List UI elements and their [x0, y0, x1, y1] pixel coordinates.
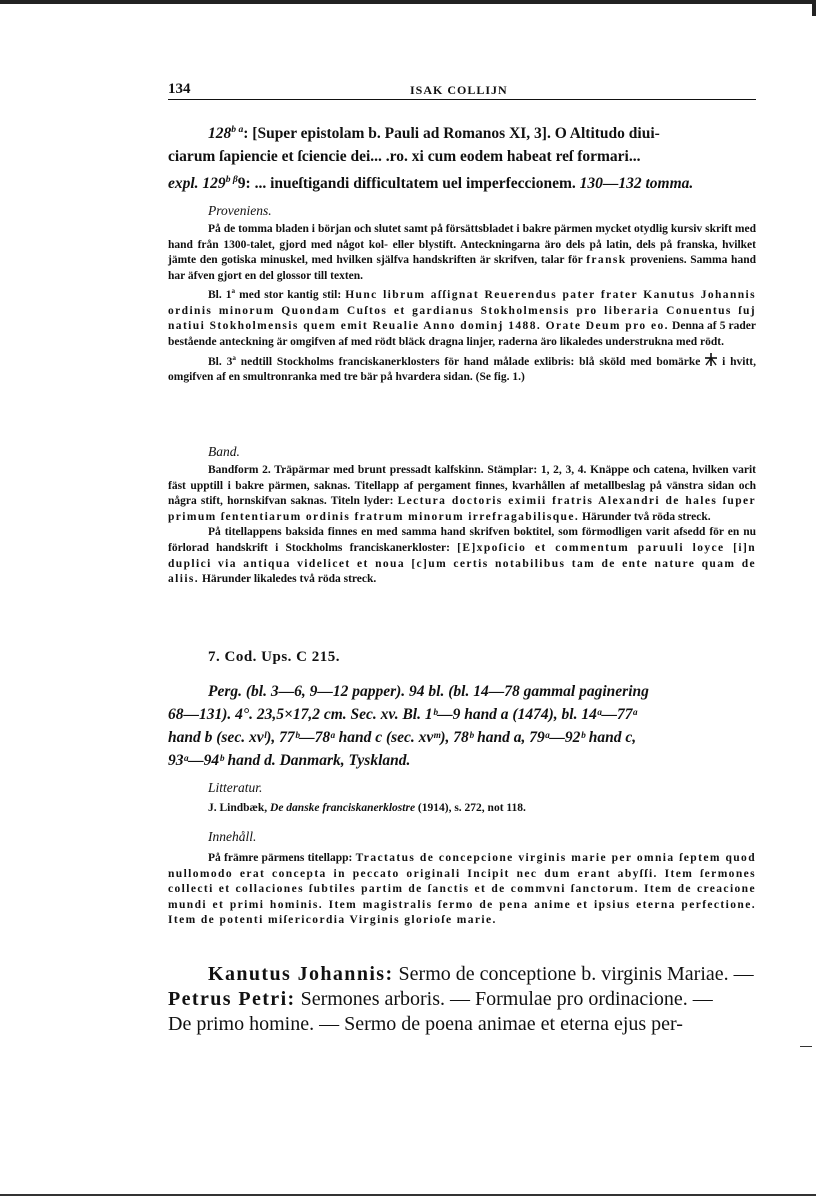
contents-line-1: Kanutus Johannis: Sermo de conceptione b. virginis Mariae. — [208, 963, 754, 985]
band-para-1: Bandform 2. Träpärmar med brunt pressadt kalfskinn. Stämplar: 1, 2, 3, 4. Knäppe och catena, hvilken varit fäst upptill i bakre pärmen, saknas. Titellapp af pergament finnes, kvarhållen af metallbeslag på vänstra sidan och några stift, hornskifvan saknas. Titeln lyder: Lectura doctoris eximii fratris Alexandri de hales ſuper primum ſententiarum ordinis fratrum minorum irrefragabilisque. Härunder två röda streck. [168, 464, 757, 523]
proveniens-para-3: Bl. 3$^a$ nedtill Stockholms franciskanerklosters för hand målade exlibris: blå sköld med bomärke i hvitt, omgifven af en smultronranka med tre bär på hvardera sidan. (Se fig. 1.) [168, 353, 757, 383]
entry-title: 7. Cod. Ups. C 215. [208, 649, 341, 665]
description-line-4: 93ᵃ—94ᵇ hand d. Danmark, Tyskland. [168, 752, 411, 769]
innehall-heading: Innehåll. [208, 829, 257, 844]
continuation-line-1: $128^{b a}$: [Super epistolam b. Pauli ad Romanos XI, 3]. O Altitudo diui- [208, 124, 660, 143]
innehall-para: På främre pärmens titellapp: Tractatus de concepcione virginis marie per omnia ſeptem quod nullomodo erat concepta in peccato originali Incipit nec dum erant abyſſi. Item ſermones collecti et collaciones ſubtiles partim de ſanctis et de commvni ſanctorum. Item de creacione mundi et primi hominis. Item magistralis ſermo de pena anime et ipsius eterna perfectione. Item de potenti miſericordia Virginis glorioſe marie. [168, 852, 756, 927]
description-line-2: 68—131). 4°. 23,5×17,2 cm. Sec. xv. Bl. 1ᵇ—9 hand a (1474), bl. 14ᵃ—77ᵃ [168, 706, 638, 723]
scan-edge-right [812, 0, 816, 16]
proveniens-para-2: Bl. 1$^a$ med stor kantig stil: Hunc librum aſſignat Reuerendus pater frater Kanutus Johannis ordinis minorum Quondam Cuſtos et gardianus Stokholmensis pro liberaria Conuentus ſuj natiui Stokholmensis quem emit Reualie Anno dominj 1488. Orate Deum pro eo. Denna af 5 rader bestående anteckning är omgifven af med rödt bläck dragna linjer, raderna äro likaledes understrukna med rödt. [168, 287, 757, 348]
entry-continuation [168, 118, 756, 195]
page-number: 134 [168, 81, 191, 97]
contents-listing [168, 962, 756, 1037]
band-para-2: På titellappens baksida finnes en med samma hand skrifven boktitel, som förmodligen varit afsedd för en nu förlorad handskrift i Stockholms franciskanerkloster: [E]xpoſicio et commentum paruuli loyce [i]n duplici via antiqua videlicet et noua [c]um certis notabilibus tam de ente nature quam de aliis. Härunder likaledes två röda streck. [168, 526, 757, 586]
proveniens-heading: Proveniens. [208, 203, 272, 218]
continuation-line-2: ciarum ſapiencie et ſciencie dei... .ro. xi cum eodem habeat reſ formari... [168, 148, 641, 166]
innehall-section [168, 851, 756, 929]
litteratur-section [168, 801, 756, 817]
contents-line-2: Petrus Petri: Sermones arboris. — Formulae pro ordinacione. — [168, 988, 713, 1010]
band-heading: Band. [208, 444, 240, 459]
scan-edge-top [0, 0, 816, 4]
page-header [168, 81, 756, 100]
contents-line-3: De primo homine. — Sermo de poena animae et eterna ejus per- [168, 1013, 683, 1035]
band-section [168, 463, 756, 588]
running-head: ISAK COLLIJN [410, 83, 508, 97]
description-line-3: hand b (sec. xvˡ), 77ᵇ—78ᵃ hand c (sec. xvᵐ), 78ᵇ hand a, 79ᵃ—92ᵇ hand c, [168, 729, 637, 746]
house-mark-icon [705, 353, 717, 366]
litteratur-reference: J. Lindbæk, De danske franciskanerklostre (1914), s. 272, not 118. [208, 802, 526, 814]
description-line-1: Perg. (bl. 3—6, 9—12 papper). 94 bl. (bl. 14—78 gammal paginering [208, 683, 649, 700]
continuation-line-3: expl. $129^{b \beta}9$: ... inueſtigandi difficultatem uel imperfeccionem. 130—132 tomma. [168, 174, 694, 193]
proveniens-section [168, 222, 756, 386]
litteratur-heading: Litteratur. [208, 780, 263, 795]
proveniens-para-1: På de tomma bladen i början och slutet samt på försättsbladet i bakre pärmen mycket otydlig kursiv skrift med hand från 1300-talet, gjord med något kol- eller blystift. Anteckningarna äro dels på latin, dels på franska, hvilket jämte den gotiska minuskel, med hvilken själfva handskriften är skrifven, talar för fransk proveniens. Samma hand har äfven gjort en del glossor till texten. [168, 223, 756, 282]
entry-description [168, 680, 756, 772]
margin-mark [800, 1046, 812, 1047]
scan-edge-bottom [0, 1194, 816, 1196]
